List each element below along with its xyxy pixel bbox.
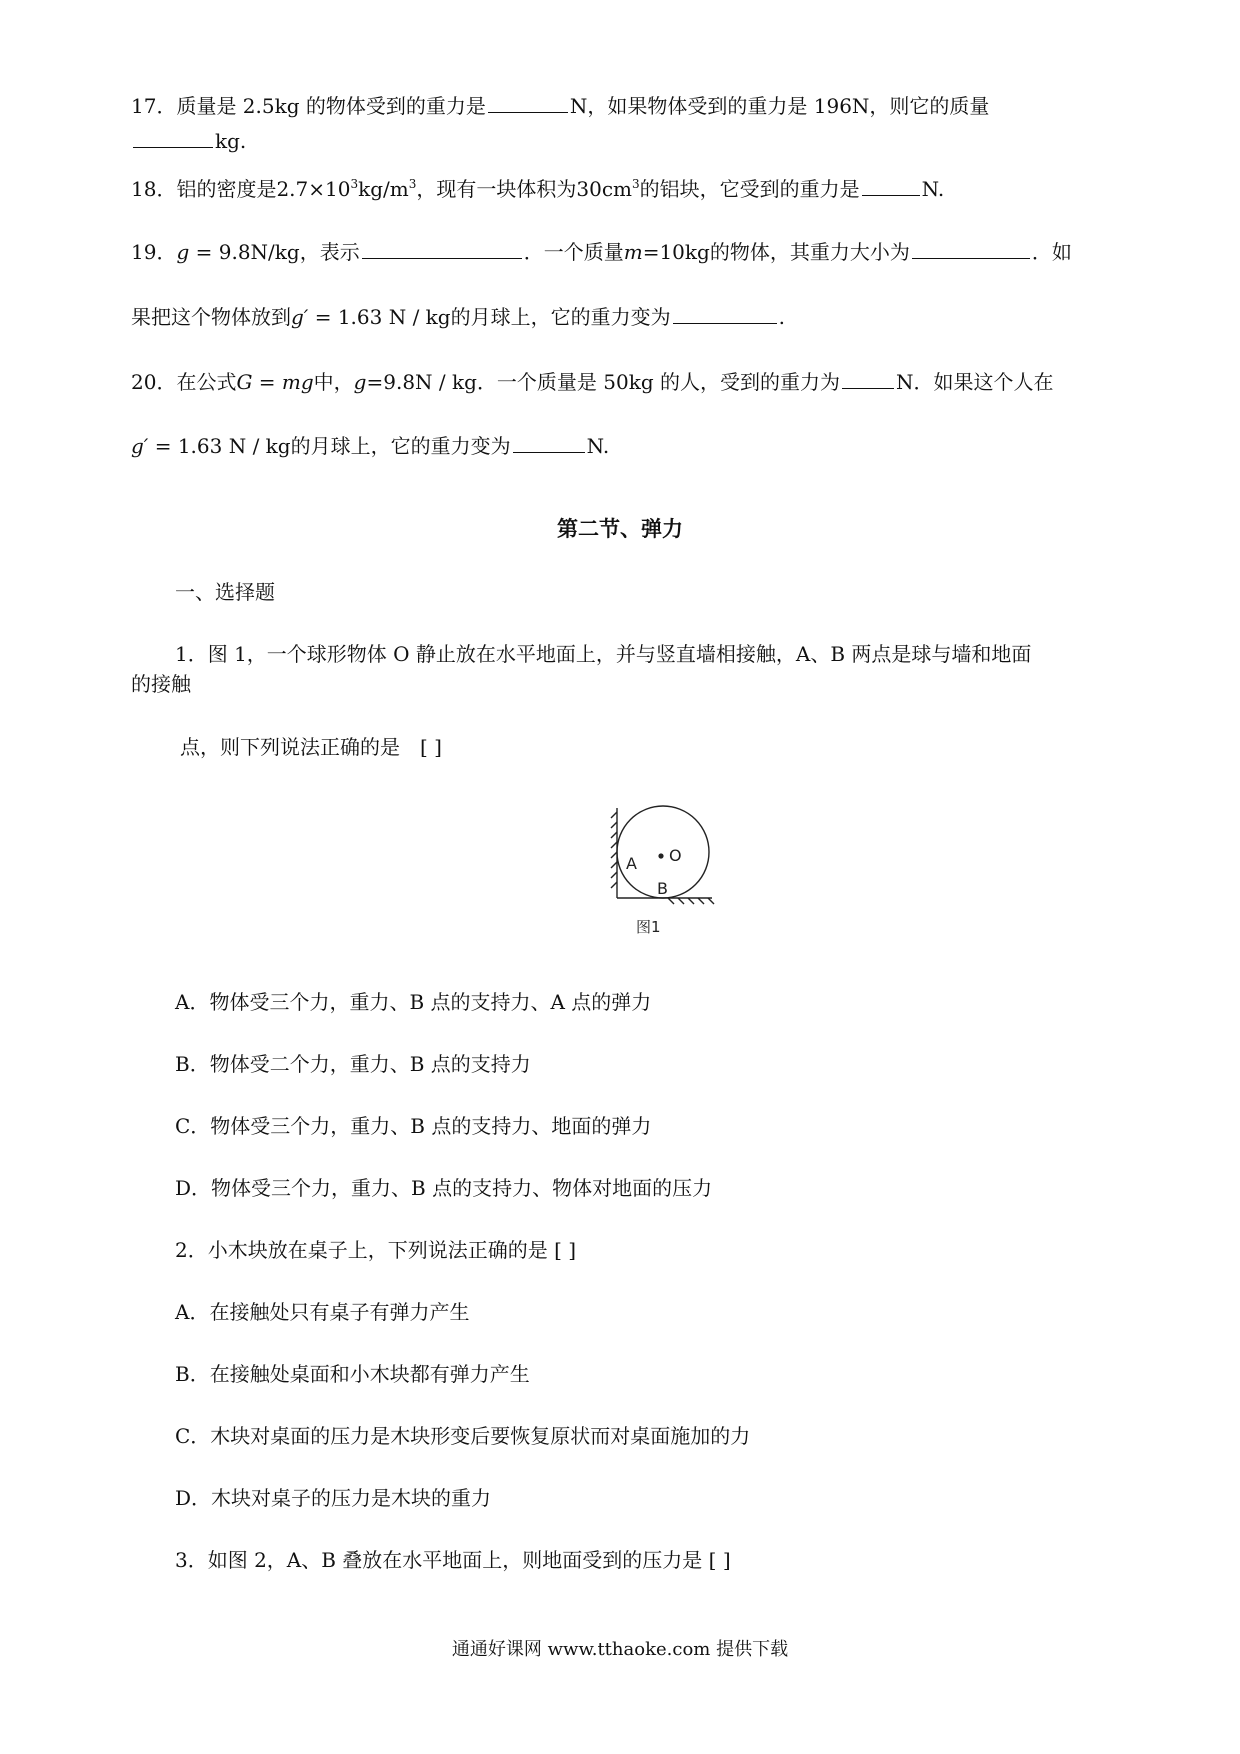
- q19-gprime-symbol: g′: [291, 305, 309, 329]
- part-heading: 一、选择题: [175, 580, 275, 604]
- p1-stem-line3: 点，则下列说法正确的是 [ ]: [180, 735, 442, 759]
- q18-text-a: 18．铝的密度是: [131, 177, 277, 201]
- q20-text-c: ．一个质量是 50kg 的人，受到的重力为: [476, 370, 841, 394]
- q20-text-f: N.: [586, 434, 610, 458]
- wall-hatching: [611, 812, 617, 888]
- q17-text-c: kg.: [215, 129, 247, 153]
- q19-text-b: ．一个质量: [523, 240, 624, 264]
- q19-gprime-value: = 1.63 N / kg: [308, 305, 451, 329]
- q20-g-symbol: g: [353, 370, 367, 394]
- p1-option-c: C．物体受三个力，重力、B 点的支持力、地面的弹力: [175, 1114, 652, 1138]
- figure-caption: 图1: [636, 918, 661, 936]
- q20-line2: [131, 432, 609, 460]
- q17-line2: [131, 127, 246, 155]
- q19-text-d: ．如: [1031, 240, 1072, 264]
- q19-blank-3: [673, 303, 777, 324]
- q18-blank: [862, 175, 920, 196]
- p2-stem: 2．小木块放在桌子上，下列说法正确的是 [ ]: [175, 1238, 577, 1262]
- q20-line1: [131, 368, 1054, 396]
- q20-text-d: N．如果这个人在: [896, 370, 1054, 394]
- page-footer: 通通好课网 www.tthaoke.com 提供下载: [451, 1639, 789, 1660]
- q18-density-unit-exp: 3: [408, 177, 417, 191]
- q18-text-c: 的铝块，它受到的重力是: [639, 177, 860, 201]
- q19-line2: [131, 303, 785, 331]
- label-a: A: [626, 854, 637, 873]
- q18-text-d: N.: [921, 177, 945, 201]
- ground-hatching: [668, 898, 714, 904]
- q20-blank-1: [842, 368, 894, 389]
- q18-volume: 30cm: [576, 177, 632, 201]
- q20-formula: G = mg: [236, 370, 314, 394]
- p2-option-a: A．在接触处只有桌子有弹力产生: [175, 1300, 470, 1324]
- q19-blank-2: [912, 238, 1030, 259]
- q19-text-c: 的物体，其重力大小为: [709, 240, 910, 264]
- q20-text-a: 20．在公式: [131, 370, 237, 394]
- q20-blank-2: [513, 432, 585, 453]
- q17-blank-2: [133, 127, 213, 148]
- q20-g-value: =9.8N / kg: [366, 370, 477, 394]
- q19-m-symbol: m: [623, 240, 643, 264]
- q17-text-b: N，如果物体受到的重力是 196N，则它的质量: [569, 94, 990, 118]
- q18-density-unit: kg/m: [358, 177, 409, 201]
- p1-option-b: B．物体受二个力，重力、B 点的支持力: [175, 1052, 531, 1076]
- p2-option-b: B．在接触处桌面和小木块都有弹力产生: [175, 1362, 530, 1386]
- p1-option-d: D．物体受三个力，重力、B 点的支持力、物体对地面的压力: [175, 1176, 713, 1200]
- q19-blank-1: [362, 238, 522, 259]
- q19-text-e: 果把这个物体放到: [131, 305, 291, 329]
- p3-stem: 3．如图 2，A、B 叠放在水平地面上，则地面受到的压力是 [ ]: [175, 1548, 731, 1572]
- label-b: B: [657, 879, 668, 898]
- q20-gprime-symbol: g′: [131, 434, 149, 458]
- p1-stem-line2: 的接触: [131, 672, 191, 696]
- p2-option-c: C．木块对桌面的压力是木块形变后要恢复原状而对桌面施加的力: [175, 1424, 751, 1448]
- p1-stem-line1: 1．图 1，一个球形物体 O 静止放在水平地面上，并与竖直墙相接触，A、B 两点是球与墙和地面: [175, 642, 1032, 666]
- q18-volume-exp: 3: [632, 177, 640, 191]
- q17-text-a: 17．质量是 2.5kg 的物体受到的重力是: [131, 94, 486, 118]
- section-title: 第二节、弹力: [557, 516, 683, 541]
- q17-line1: [131, 92, 989, 120]
- q18-line: [131, 175, 944, 203]
- q19-line1: [131, 238, 1072, 266]
- q19-number: 19．: [131, 240, 177, 264]
- q17-blank-1: [488, 92, 568, 113]
- q18-density-exp: 3: [350, 177, 359, 191]
- q18-density: 2.7×10: [276, 177, 351, 201]
- q19-text-a: ，表示: [299, 240, 360, 264]
- p1-option-a: A．物体受三个力，重力、B 点的支持力、A 点的弹力: [175, 990, 652, 1014]
- q19-g-value: = 9.8N/kg: [189, 240, 300, 264]
- q20-text-e: 的月球上，它的重力变为: [290, 434, 511, 458]
- label-o: O: [669, 846, 682, 865]
- q19-text-g: .: [778, 305, 785, 329]
- p2-option-d: D．木块对桌子的压力是木块的重力: [175, 1486, 492, 1510]
- q19-text-f: 的月球上，它的重力变为: [450, 305, 671, 329]
- q20-text-b: 中，: [313, 370, 354, 394]
- q20-gprime-value: = 1.63 N / kg: [148, 434, 291, 458]
- q19-g-symbol: g: [176, 240, 190, 264]
- ball-center-dot: [658, 853, 663, 858]
- figure-1: [608, 800, 718, 950]
- q18-text-b: ，现有一块体积为: [416, 177, 577, 201]
- q19-m-value: =10kg: [642, 240, 710, 264]
